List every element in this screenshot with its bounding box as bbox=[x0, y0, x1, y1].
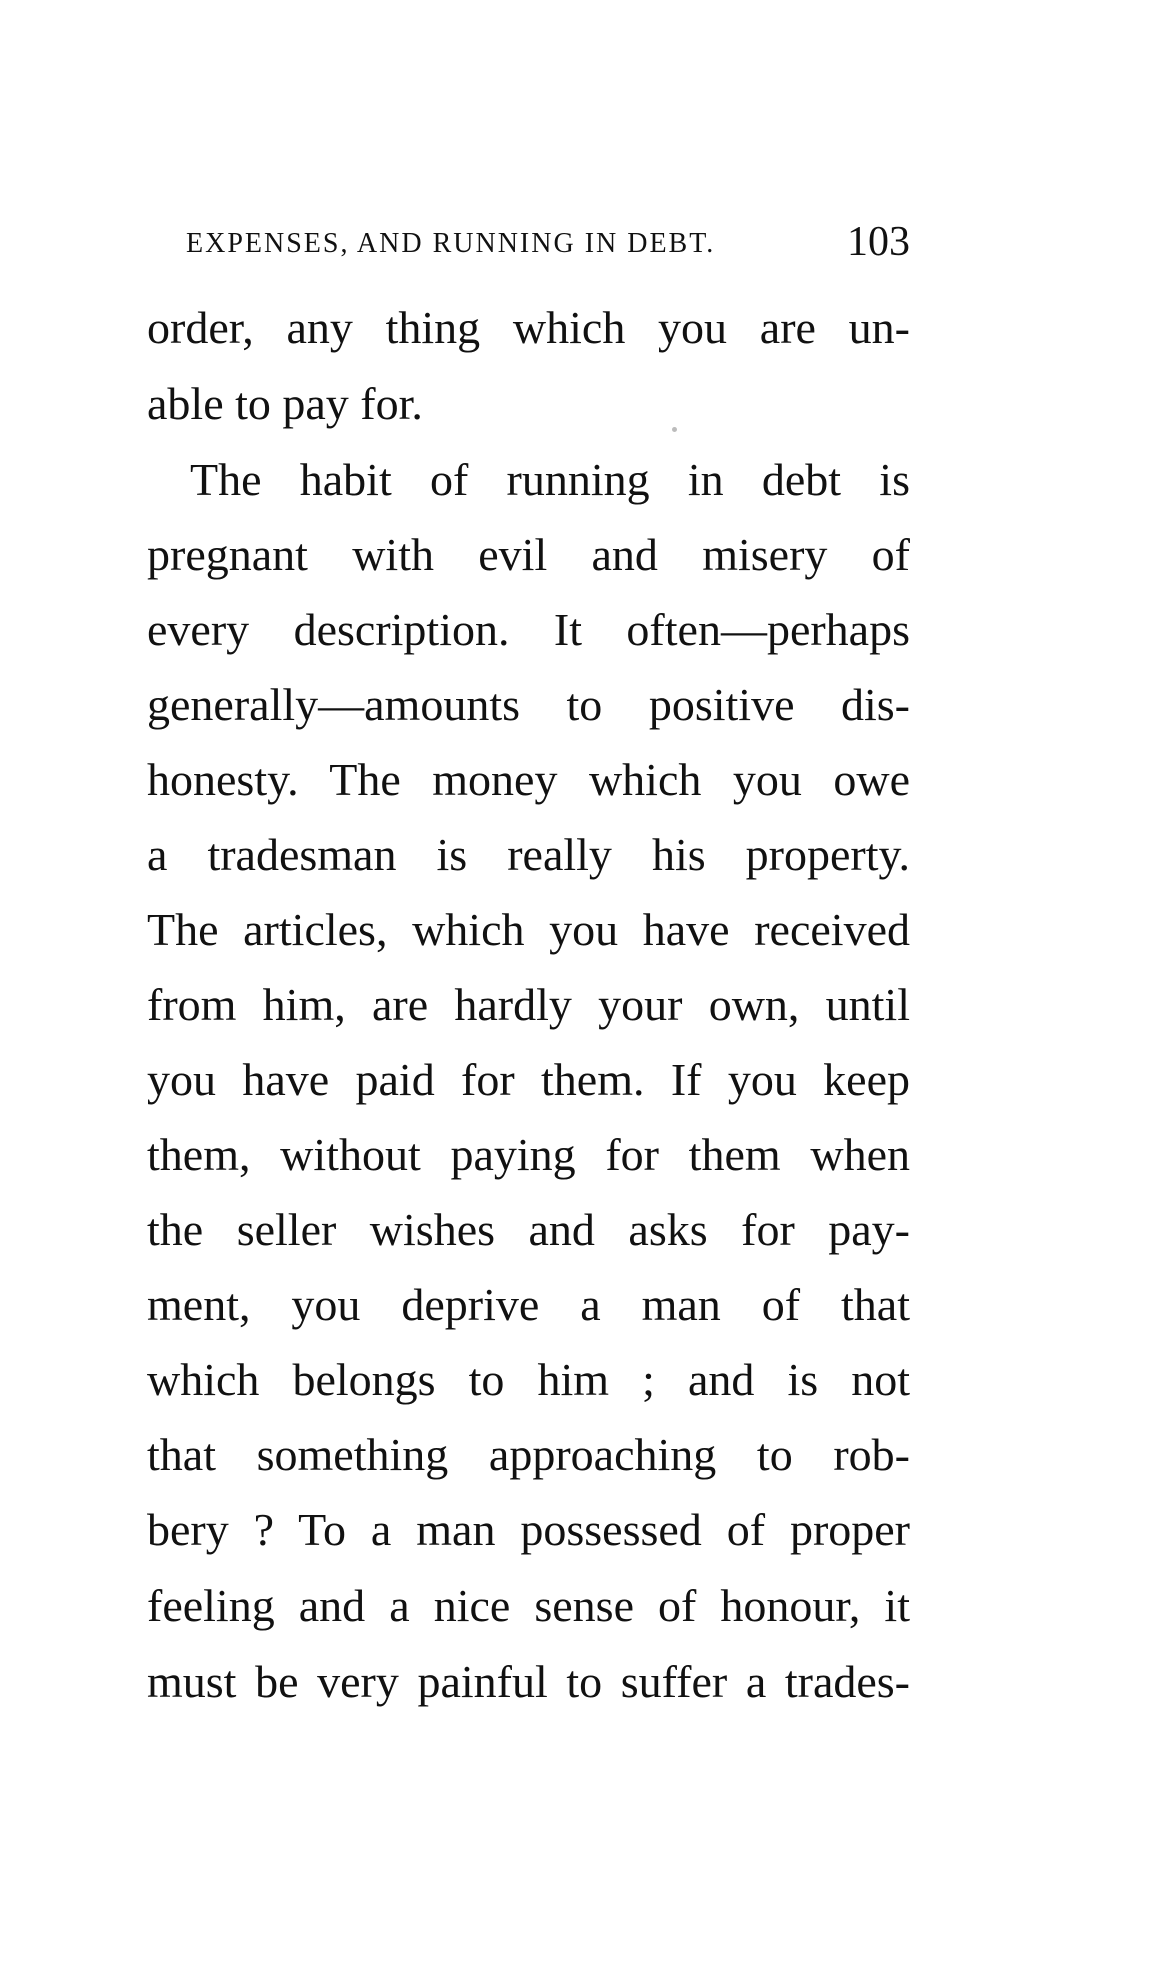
text-line: honesty. The money which you owe bbox=[147, 754, 910, 805]
paper-speck bbox=[672, 427, 677, 432]
text-line: able to pay for. bbox=[147, 378, 423, 429]
running-head bbox=[186, 218, 910, 268]
text-line: you have paid for them. If you keep bbox=[147, 1054, 910, 1105]
text-line: feeling and a nice sense of honour, it bbox=[147, 1580, 910, 1631]
chapter-title: EXPENSES, AND RUNNING IN DEBT. bbox=[186, 228, 716, 259]
text-line: every description. It often—perhaps bbox=[147, 604, 910, 655]
text-line: must be very painful to suffer a trades- bbox=[147, 1656, 910, 1707]
text-line: ment, you deprive a man of that bbox=[147, 1279, 910, 1330]
text-line: generally—amounts to positive dis- bbox=[147, 679, 910, 730]
text-line: pregnant with evil and misery of bbox=[147, 529, 910, 580]
paragraph-first-line: The habit of running in debt is bbox=[190, 454, 910, 505]
text-line: which belongs to him ; and is not bbox=[147, 1354, 910, 1405]
text-line: The articles, which you have received bbox=[147, 904, 910, 955]
text-line: order, any thing which you are un- bbox=[147, 302, 910, 353]
text-line: bery ? To a man possessed of proper bbox=[147, 1504, 910, 1555]
text-line: the seller wishes and asks for pay- bbox=[147, 1204, 910, 1255]
text-line: them, without paying for them when bbox=[147, 1129, 910, 1180]
text-line: that something approaching to rob- bbox=[147, 1429, 910, 1480]
page-number: 103 bbox=[847, 219, 910, 265]
text-line: from him, are hardly your own, until bbox=[147, 979, 910, 1030]
text-line: a tradesman is really his property. bbox=[147, 829, 910, 880]
